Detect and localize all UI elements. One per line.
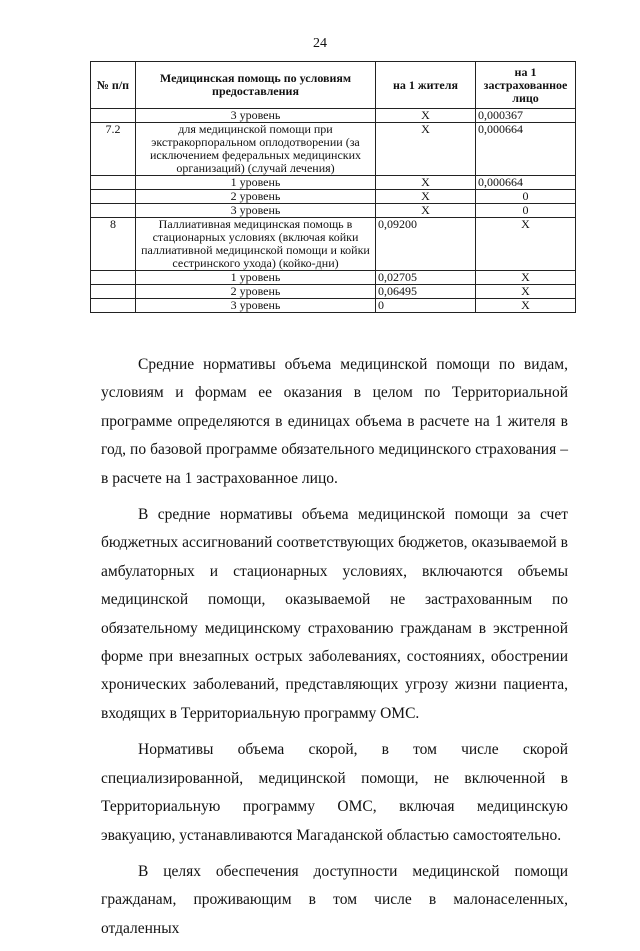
row-description: для медицинской помощи при экстракорпоральном оплодотворении (за исключением федеральных медицинских организаций) (случай лечения) bbox=[136, 123, 376, 176]
paragraph: В целях обеспечения доступности медицинской помощи гражданам, проживающим в том числе в малонаселенных, отдаленных bbox=[101, 862, 568, 937]
row-per-insured: 0 bbox=[476, 204, 576, 218]
row-per-resident: X bbox=[376, 204, 476, 218]
table-row bbox=[91, 123, 576, 176]
row-description: 1 уровень bbox=[136, 176, 376, 190]
row-number bbox=[91, 190, 136, 204]
row-per-resident: X bbox=[376, 176, 476, 190]
row-per-resident: X bbox=[376, 123, 476, 176]
medical-volume-table bbox=[90, 61, 576, 313]
row-per-resident: 0,02705 bbox=[376, 271, 476, 285]
table-body bbox=[91, 109, 576, 313]
paragraph: В средние нормативы объема медицинской помощи за счет бюджетных ассигнований соответствующих бюджетов, оказываемой в амбулаторных и стационарных условиях, включаются объемы медицинской помощи, оказываемой не застрахованным по обязательному медицинскому страхованию гражданам в экстренной форме при внезапных острых заболеваниях, состояниях, обострении хронических заболеваний, представляющих угрозу жизни пациента, входящих в Территориальную программу ОМС. bbox=[101, 506, 568, 722]
row-per-resident: 0,09200 bbox=[376, 218, 476, 271]
row-per-insured: X bbox=[476, 218, 576, 271]
table-row bbox=[91, 218, 576, 271]
row-per-resident: 0 bbox=[376, 299, 476, 313]
paragraph: Средние нормативы объема медицинской помощи по видам, условиям и формам ее оказания в целом по Территориальной программе определяются в единицах объема в расчете на 1 жителя в год, по базовой программе обязательного медицинского страхования – в расчете на 1 застрахованное лицо. bbox=[101, 356, 568, 487]
table-row bbox=[91, 285, 576, 299]
table-row bbox=[91, 190, 576, 204]
row-per-resident: 0,06495 bbox=[376, 285, 476, 299]
row-number bbox=[91, 176, 136, 190]
body-text bbox=[101, 351, 568, 951]
row-per-insured: 0,000664 bbox=[476, 176, 576, 190]
row-number bbox=[91, 109, 136, 123]
row-number bbox=[91, 299, 136, 313]
row-per-insured: 0 bbox=[476, 190, 576, 204]
page-number: 24 bbox=[313, 36, 327, 51]
table-row bbox=[91, 176, 576, 190]
header-per-resident: на 1 жителя bbox=[376, 62, 476, 109]
header-care-conditions: Медицинская помощь по условиям предоставления bbox=[136, 62, 376, 109]
table-row bbox=[91, 271, 576, 285]
header-per-insured: на 1 застрахованное лицо bbox=[476, 62, 576, 109]
row-description: 3 уровень bbox=[136, 299, 376, 313]
row-description: Паллиативная медицинская помощь в стационарных условиях (включая койки паллиативной медицинской помощи и койки сестринского ухода) (койко-дни) bbox=[136, 218, 376, 271]
row-per-insured: X bbox=[476, 285, 576, 299]
row-number: 7.2 bbox=[91, 123, 136, 176]
header-number: № п/п bbox=[91, 62, 136, 109]
row-number bbox=[91, 285, 136, 299]
row-number: 8 bbox=[91, 218, 136, 271]
row-description: 3 уровень bbox=[136, 109, 376, 123]
row-description: 2 уровень bbox=[136, 190, 376, 204]
table-row bbox=[91, 109, 576, 123]
row-description: 1 уровень bbox=[136, 271, 376, 285]
paragraph: Нормативы объема скорой, в том числе скорой специализированной, медицинской помощи, не включенной в Территориальную программу ОМС, включая медицинскую эвакуацию, устанавливаются Магаданской областью самостоятельно. bbox=[101, 741, 568, 844]
row-per-insured: 0,000664 bbox=[476, 123, 576, 176]
row-per-insured: 0,000367 bbox=[476, 109, 576, 123]
row-per-resident: X bbox=[376, 190, 476, 204]
row-per-insured: X bbox=[476, 271, 576, 285]
table-row bbox=[91, 204, 576, 218]
row-per-resident: X bbox=[376, 109, 476, 123]
row-per-insured: X bbox=[476, 299, 576, 313]
row-number bbox=[91, 204, 136, 218]
table-header-row bbox=[91, 62, 576, 109]
row-number bbox=[91, 271, 136, 285]
row-description: 3 уровень bbox=[136, 204, 376, 218]
row-description: 2 уровень bbox=[136, 285, 376, 299]
table-row bbox=[91, 299, 576, 313]
